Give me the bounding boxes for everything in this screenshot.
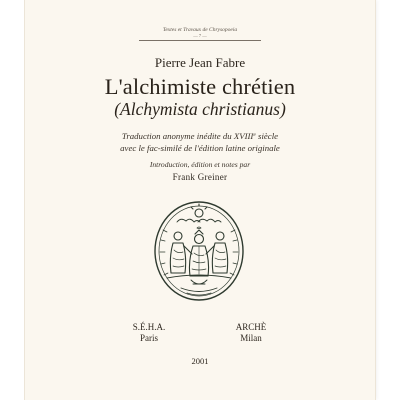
publisher-city: Paris	[140, 333, 158, 343]
series-title: Textes et Travaux de Chrysopoeia	[162, 27, 238, 33]
publisher-name: S.É.H.A.	[132, 322, 166, 332]
book-cover	[25, 0, 375, 400]
description-line-2: avec le fac-similé de l'édition latine originale	[120, 143, 280, 153]
book-subtitle: (Alchymista christianus)	[114, 99, 286, 119]
description-line-1	[25, 131, 375, 141]
alchemical-emblem-engraving-icon	[153, 200, 245, 302]
series-divider	[139, 40, 261, 41]
publication-year: 2001	[191, 356, 209, 366]
editor-name: Frank Greiner	[172, 172, 228, 182]
superscript-e: e	[253, 132, 256, 138]
publisher-left	[109, 322, 189, 344]
description-text: Traduction anonyme inédite du XVIII	[121, 131, 254, 141]
book-title: L'alchimiste chrétien	[104, 74, 296, 99]
publisher-city: Milan	[240, 333, 262, 343]
description-text-end: siècle	[255, 131, 279, 141]
publisher-name: ARCHÈ	[235, 322, 267, 332]
author-name: Pierre Jean Fabre	[154, 55, 246, 70]
series-number: — 7 —	[193, 33, 207, 38]
publisher-right	[211, 322, 291, 344]
intro-credit: Introduction, édition et notes par	[149, 160, 251, 169]
